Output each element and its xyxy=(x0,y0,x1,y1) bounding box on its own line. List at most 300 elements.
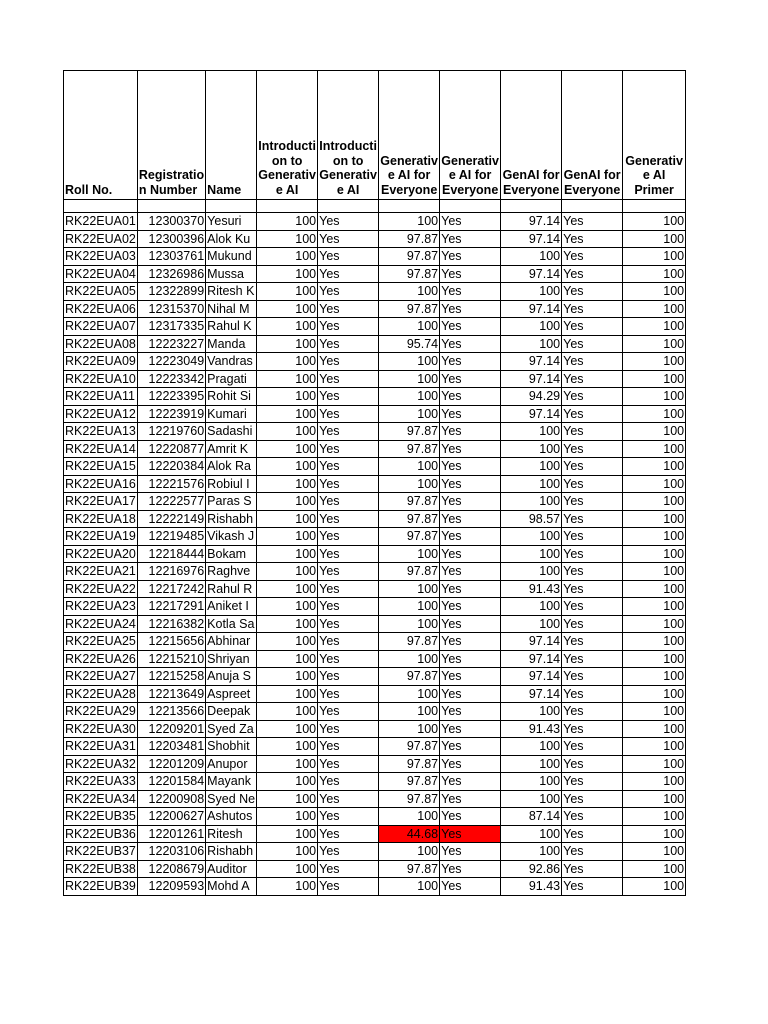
table-row xyxy=(64,563,686,581)
table-cell: RK22EUA29 xyxy=(65,704,136,719)
table-cell: Yes xyxy=(562,825,623,843)
table-row xyxy=(64,685,686,703)
header-row xyxy=(64,71,686,200)
table-cell: RK22EUA32 xyxy=(65,756,136,771)
table-row xyxy=(64,615,686,633)
table-cell: 100 xyxy=(623,598,686,616)
table-cell: Anupor xyxy=(206,755,257,773)
table-cell: 12213566 xyxy=(137,703,205,721)
table-cell: 100 xyxy=(623,738,686,756)
table-cell: 12215210 xyxy=(137,650,205,668)
table-row xyxy=(64,248,686,266)
table-cell: 12219760 xyxy=(137,423,205,441)
table-cell: 12213649 xyxy=(137,685,205,703)
table-cell: 100 xyxy=(379,475,440,493)
table-cell: RK22EUA01 xyxy=(65,214,136,229)
table-cell: 97.14 xyxy=(501,265,562,283)
table-cell: Yes xyxy=(562,475,623,493)
table-cell: Yes xyxy=(440,808,501,826)
table-cell: 100 xyxy=(623,703,686,721)
table-cell: Yes xyxy=(318,633,379,651)
table-cell: Yes xyxy=(440,528,501,546)
table-cell: 91.43 xyxy=(501,878,562,896)
table-cell: 44.68 xyxy=(379,825,440,843)
table-cell: 100 xyxy=(257,493,318,511)
table-cell: 100 xyxy=(623,563,686,581)
table-cell: 12322899 xyxy=(137,283,205,301)
table-cell: 95.74 xyxy=(379,335,440,353)
spreadsheet-table xyxy=(63,70,686,896)
table-cell: RK22EUB38 xyxy=(65,861,136,876)
table-cell: RK22EUA12 xyxy=(65,406,136,421)
table-row xyxy=(64,703,686,721)
table-header xyxy=(64,71,686,200)
column-header: GenAI for Everyone xyxy=(562,71,623,200)
table-cell: 97.87 xyxy=(379,563,440,581)
table-cell: 100 xyxy=(623,440,686,458)
table-cell: Yes xyxy=(318,440,379,458)
table-cell: Yes xyxy=(562,213,623,231)
table-cell: 12201261 xyxy=(137,825,205,843)
column-header: Generativ e AI for Everyone xyxy=(379,71,440,200)
table-cell: RK22EUA17 xyxy=(65,494,136,509)
table-cell: 100 xyxy=(501,773,562,791)
table-cell: 100 xyxy=(257,685,318,703)
table-cell: Yes xyxy=(318,878,379,896)
table-cell: 97.87 xyxy=(379,668,440,686)
table-cell: Yes xyxy=(440,668,501,686)
table-cell: 100 xyxy=(257,843,318,861)
table-cell: 12220877 xyxy=(137,440,205,458)
table-cell: 100 xyxy=(379,808,440,826)
table-cell: Vandras xyxy=(206,353,257,371)
table-cell: Abhinar xyxy=(206,633,257,651)
table-cell: 100 xyxy=(257,720,318,738)
table-cell: 100 xyxy=(623,545,686,563)
table-cell: 100 xyxy=(501,493,562,511)
table-cell: 100 xyxy=(501,703,562,721)
table-cell: 100 xyxy=(379,318,440,336)
table-cell: 97.87 xyxy=(379,773,440,791)
table-cell: Kotla Sa xyxy=(206,615,257,633)
table-row xyxy=(64,738,686,756)
table-cell: 12200627 xyxy=(137,808,205,826)
table-cell: 100 xyxy=(623,615,686,633)
table-cell: 12223049 xyxy=(137,353,205,371)
table-cell: Yes xyxy=(318,458,379,476)
spacer-row xyxy=(64,200,686,213)
column-header: Generativ e AI Primer xyxy=(623,71,686,200)
table-cell: 100 xyxy=(623,685,686,703)
table-cell: RK22EUA03 xyxy=(65,249,136,264)
table-cell: 100 xyxy=(257,528,318,546)
table-cell: Yes xyxy=(440,650,501,668)
table-row xyxy=(64,510,686,528)
table-cell: 97.87 xyxy=(379,230,440,248)
table-cell: Mohd A xyxy=(206,878,257,896)
table-cell: RK22EUB35 xyxy=(65,809,136,824)
table-cell: 12300370 xyxy=(137,213,205,231)
table-cell: Yes xyxy=(318,685,379,703)
table-cell: Yes xyxy=(440,283,501,301)
table-cell: 12201584 xyxy=(137,773,205,791)
table-cell: RK22EUA16 xyxy=(65,476,136,491)
table-cell: Yes xyxy=(440,615,501,633)
table-row xyxy=(64,580,686,598)
table-cell: RK22EUA27 xyxy=(65,669,136,684)
table-cell: Yes xyxy=(440,440,501,458)
table-cell: 97.14 xyxy=(501,685,562,703)
table-cell: RK22EUA30 xyxy=(65,721,136,736)
table-cell: 12223342 xyxy=(137,370,205,388)
table-cell: 100 xyxy=(379,283,440,301)
table-cell: 100 xyxy=(257,738,318,756)
table-cell: Yes xyxy=(318,650,379,668)
column-header: Introducti on to Generativ e AI xyxy=(318,71,379,200)
table-cell: Pragati xyxy=(206,370,257,388)
table-cell: 100 xyxy=(623,283,686,301)
table-cell: Yes xyxy=(562,615,623,633)
table-cell: 12215258 xyxy=(137,668,205,686)
table-cell: Yes xyxy=(318,755,379,773)
table-row xyxy=(64,808,686,826)
table-row xyxy=(64,230,686,248)
table-cell: 100 xyxy=(257,808,318,826)
table-cell: 100 xyxy=(379,703,440,721)
table-row xyxy=(64,265,686,283)
table-cell: 100 xyxy=(623,458,686,476)
table-cell: 12216382 xyxy=(137,615,205,633)
table-cell: Yes xyxy=(318,335,379,353)
table-cell: RK22EUA24 xyxy=(65,616,136,631)
table-cell: Yes xyxy=(562,703,623,721)
table-row xyxy=(64,458,686,476)
table-cell: RK22EUA04 xyxy=(65,266,136,281)
table-cell: 87.14 xyxy=(501,808,562,826)
table-row xyxy=(64,720,686,738)
table-cell: Yes xyxy=(318,230,379,248)
table-cell: Rohit Si xyxy=(206,388,257,406)
table-cell: RK22EUA05 xyxy=(65,284,136,299)
table-cell: Yes xyxy=(318,510,379,528)
table-cell: 100 xyxy=(623,720,686,738)
table-cell: Yes xyxy=(562,388,623,406)
table-cell: 100 xyxy=(623,370,686,388)
table-cell: Yes xyxy=(318,405,379,423)
table-cell: Nihal M xyxy=(206,300,257,318)
table-cell: Yes xyxy=(562,738,623,756)
table-cell: 100 xyxy=(257,633,318,651)
table-cell: 100 xyxy=(257,370,318,388)
table-cell: 97.87 xyxy=(379,510,440,528)
table-cell: Yes xyxy=(440,633,501,651)
table-cell: 100 xyxy=(501,598,562,616)
table-cell: 97.14 xyxy=(501,650,562,668)
table-cell: 12219485 xyxy=(137,528,205,546)
table-cell: Yes xyxy=(440,300,501,318)
table-cell: 100 xyxy=(379,615,440,633)
table-cell: 12217242 xyxy=(137,580,205,598)
table-cell: 12200908 xyxy=(137,790,205,808)
table-cell: 12303761 xyxy=(137,248,205,266)
table-cell: 12300396 xyxy=(137,230,205,248)
table-cell: Sadashi xyxy=(206,423,257,441)
table-cell: 12201209 xyxy=(137,755,205,773)
table-cell: 100 xyxy=(501,615,562,633)
table-cell: Mukund xyxy=(206,248,257,266)
table-cell: Yes xyxy=(318,370,379,388)
table-cell: Yes xyxy=(318,318,379,336)
table-cell: Yes xyxy=(318,773,379,791)
table-cell: 100 xyxy=(379,370,440,388)
table-cell: Yes xyxy=(318,493,379,511)
table-cell: 100 xyxy=(379,458,440,476)
table-cell: Yes xyxy=(318,545,379,563)
table-cell: 100 xyxy=(257,615,318,633)
table-cell: 100 xyxy=(257,668,318,686)
table-cell: Yes xyxy=(440,860,501,878)
table-cell: Rishabh xyxy=(206,510,257,528)
table-cell: Yes xyxy=(562,248,623,266)
table-cell: 100 xyxy=(623,353,686,371)
table-cell: RK22EUA26 xyxy=(65,651,136,666)
table-cell: 92.86 xyxy=(501,860,562,878)
table-cell: 100 xyxy=(257,353,318,371)
table-cell: Auditor xyxy=(206,860,257,878)
table-cell: 100 xyxy=(623,843,686,861)
column-header: Name xyxy=(206,71,257,200)
table-cell: 97.87 xyxy=(379,440,440,458)
table-cell: 100 xyxy=(257,580,318,598)
table-cell: 100 xyxy=(379,598,440,616)
table-cell: 100 xyxy=(623,423,686,441)
table-cell: 100 xyxy=(379,580,440,598)
table-row xyxy=(64,335,686,353)
table-cell: Yes xyxy=(562,300,623,318)
table-cell: Yes xyxy=(440,248,501,266)
table-cell: 100 xyxy=(501,755,562,773)
table-cell: 97.14 xyxy=(501,633,562,651)
table-cell: 12217291 xyxy=(137,598,205,616)
table-cell: 100 xyxy=(257,598,318,616)
table-row xyxy=(64,878,686,896)
table-cell: 98.57 xyxy=(501,510,562,528)
table-cell: Yes xyxy=(318,475,379,493)
table-cell: RK22EUA18 xyxy=(65,511,136,526)
table-cell: 12223227 xyxy=(137,335,205,353)
table-cell: Yes xyxy=(440,580,501,598)
table-cell: 100 xyxy=(379,388,440,406)
table-cell: 100 xyxy=(257,318,318,336)
table-cell: Yes xyxy=(440,738,501,756)
table-cell: 97.14 xyxy=(501,230,562,248)
table-cell: 12223395 xyxy=(137,388,205,406)
table-cell: RK22EUA14 xyxy=(65,441,136,456)
table-cell: Ashutos xyxy=(206,808,257,826)
table-cell: Yes xyxy=(562,720,623,738)
table-cell: Yes xyxy=(440,370,501,388)
table-cell: 12203106 xyxy=(137,843,205,861)
table-cell: 100 xyxy=(501,563,562,581)
table-cell: RK22EUA20 xyxy=(65,546,136,561)
table-cell: 100 xyxy=(257,650,318,668)
table-row xyxy=(64,598,686,616)
table-row xyxy=(64,633,686,651)
table-cell: 97.87 xyxy=(379,493,440,511)
table-cell: Yes xyxy=(440,703,501,721)
table-cell: 100 xyxy=(501,335,562,353)
table-cell: RK22EUB37 xyxy=(65,844,136,859)
column-header: Generativ e AI for Everyone xyxy=(440,71,501,200)
table-cell: 100 xyxy=(379,213,440,231)
table-cell: 91.43 xyxy=(501,580,562,598)
table-row xyxy=(64,528,686,546)
table-cell: RK22EUA10 xyxy=(65,371,136,386)
table-cell: Ritesh K xyxy=(206,283,257,301)
table-cell: 100 xyxy=(379,650,440,668)
table-cell: 97.14 xyxy=(501,300,562,318)
table-cell: Yes xyxy=(440,335,501,353)
table-cell: 97.87 xyxy=(379,860,440,878)
table-cell: Deepak xyxy=(206,703,257,721)
table-row xyxy=(64,843,686,861)
table-cell: 100 xyxy=(623,265,686,283)
table-cell: 97.14 xyxy=(501,353,562,371)
table-cell: 12222577 xyxy=(137,493,205,511)
table-cell: 100 xyxy=(623,668,686,686)
table-cell: 100 xyxy=(257,248,318,266)
table-cell: Yes xyxy=(562,318,623,336)
table-cell: RK22EUA09 xyxy=(65,354,136,369)
table-cell: Robiul I xyxy=(206,475,257,493)
table-cell: 100 xyxy=(501,738,562,756)
table-cell: 100 xyxy=(257,265,318,283)
table-cell: Yes xyxy=(562,440,623,458)
table-cell: Yes xyxy=(562,528,623,546)
table-cell: Yes xyxy=(440,563,501,581)
table-cell: 100 xyxy=(501,318,562,336)
table-row xyxy=(64,825,686,843)
table-cell: Yes xyxy=(562,510,623,528)
table-cell: 100 xyxy=(623,493,686,511)
table-cell: Yes xyxy=(562,335,623,353)
table-cell: 100 xyxy=(501,790,562,808)
table-cell: Yes xyxy=(440,790,501,808)
table-cell: 12208679 xyxy=(137,860,205,878)
table-cell: 100 xyxy=(257,563,318,581)
table-cell: Yes xyxy=(318,615,379,633)
table-cell: Paras S xyxy=(206,493,257,511)
table-cell: 97.87 xyxy=(379,248,440,266)
table-cell: 100 xyxy=(623,808,686,826)
table-cell: Shobhit xyxy=(206,738,257,756)
table-cell: Yes xyxy=(562,633,623,651)
table-cell: 100 xyxy=(623,510,686,528)
table-cell: 12209593 xyxy=(137,878,205,896)
table-cell: Mayank xyxy=(206,773,257,791)
table-cell: Yes xyxy=(562,353,623,371)
table-cell: 97.87 xyxy=(379,790,440,808)
table-cell: RK22EUA21 xyxy=(65,564,136,579)
table-cell: Yes xyxy=(318,248,379,266)
table-cell: Yes xyxy=(562,545,623,563)
table-cell: RK22EUA07 xyxy=(65,319,136,334)
table-cell: Yes xyxy=(440,318,501,336)
table-row xyxy=(64,283,686,301)
table-cell: 100 xyxy=(257,440,318,458)
table-cell: 100 xyxy=(623,860,686,878)
table-cell: Yes xyxy=(562,405,623,423)
table-cell: 100 xyxy=(623,405,686,423)
table-cell: Vikash J xyxy=(206,528,257,546)
table-row xyxy=(64,405,686,423)
table-cell: 12203481 xyxy=(137,738,205,756)
table-cell: 100 xyxy=(257,458,318,476)
table-cell: Anuja S xyxy=(206,668,257,686)
table-cell: Yes xyxy=(318,213,379,231)
table-cell: Yes xyxy=(318,265,379,283)
table-cell: 100 xyxy=(623,318,686,336)
table-cell: Yes xyxy=(562,808,623,826)
table-cell: RK22EUA02 xyxy=(65,231,136,246)
table-cell: Yes xyxy=(318,668,379,686)
table-cell: Yes xyxy=(318,388,379,406)
table-cell: Yes xyxy=(318,808,379,826)
table-cell: Yes xyxy=(318,353,379,371)
table-cell: Yes xyxy=(440,878,501,896)
table-cell: 100 xyxy=(257,300,318,318)
table-cell: Yes xyxy=(562,860,623,878)
table-cell: Mussa xyxy=(206,265,257,283)
column-header: Roll No. xyxy=(64,71,138,200)
table-cell: 100 xyxy=(501,440,562,458)
table-cell: 91.43 xyxy=(501,720,562,738)
table-cell: RK22EUA23 xyxy=(65,599,136,614)
table-cell: 100 xyxy=(379,685,440,703)
table-cell: 97.87 xyxy=(379,633,440,651)
table-cell: Yes xyxy=(562,283,623,301)
table-row xyxy=(64,300,686,318)
table-cell: 100 xyxy=(623,755,686,773)
table-cell: 100 xyxy=(257,545,318,563)
table-cell: Yes xyxy=(562,650,623,668)
table-cell: Yes xyxy=(440,353,501,371)
table-cell: 97.87 xyxy=(379,265,440,283)
table-cell: 100 xyxy=(623,633,686,651)
table-cell: 100 xyxy=(623,300,686,318)
table-cell: RK22EUB39 xyxy=(65,879,136,894)
table-cell: Yes xyxy=(440,720,501,738)
table-cell: Yes xyxy=(440,475,501,493)
table-cell: 97.14 xyxy=(501,370,562,388)
table-cell: 97.14 xyxy=(501,213,562,231)
table-cell: 100 xyxy=(257,423,318,441)
table-cell: Rahul K xyxy=(206,318,257,336)
table-cell: Yes xyxy=(440,545,501,563)
table-cell: Rishabh xyxy=(206,843,257,861)
table-cell: RK22EUA28 xyxy=(65,686,136,701)
table-cell: Yes xyxy=(318,598,379,616)
table-cell: 100 xyxy=(379,405,440,423)
table-cell: 100 xyxy=(623,335,686,353)
table-row xyxy=(64,475,686,493)
table-cell: RK22EUA13 xyxy=(65,424,136,439)
table-cell: Yes xyxy=(440,458,501,476)
table-cell: Amrit K xyxy=(206,440,257,458)
table-cell: RK22EUA08 xyxy=(65,336,136,351)
table-cell: Kumari xyxy=(206,405,257,423)
table-cell: Yes xyxy=(440,598,501,616)
